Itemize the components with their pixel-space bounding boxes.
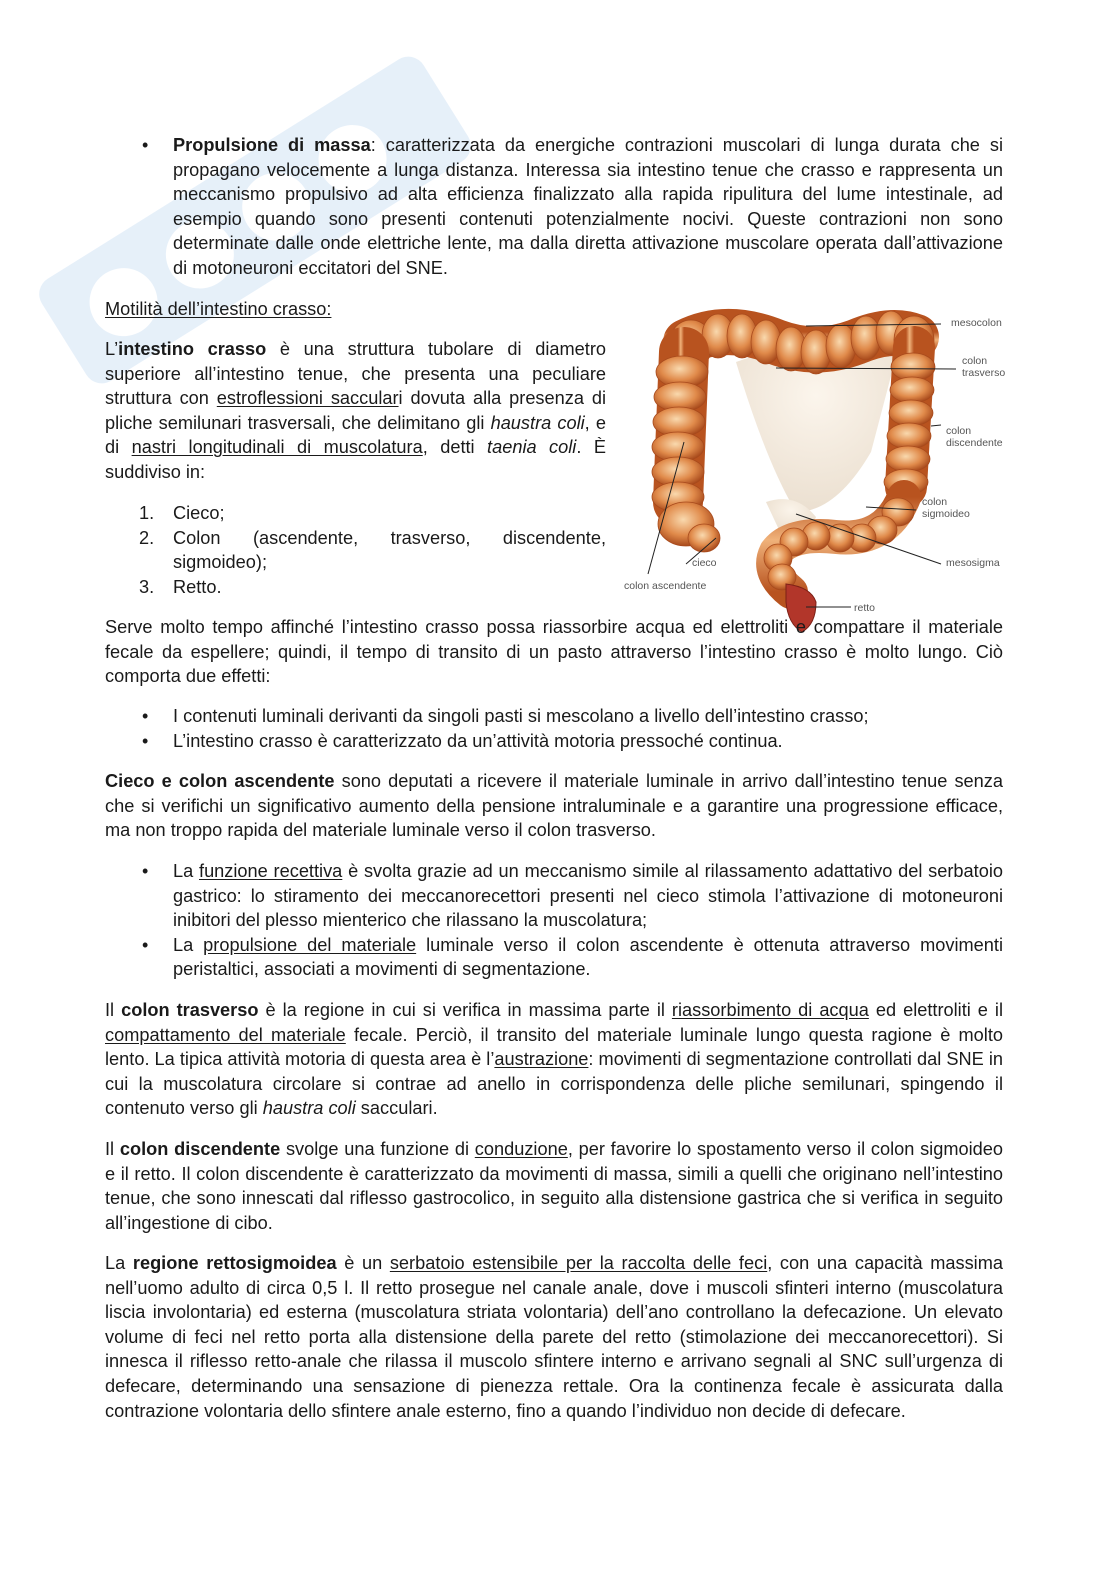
transit-paragraph (105, 615, 1003, 689)
propulsione-term: Propulsione di massa (173, 135, 371, 155)
list-item: • La funzione recettiva è svolta grazie ad un meccanismo simile al rilassamento adattativo del serbatoio gastrico: lo stiramento dei meccanorecettori presenti nel cieco stimola l’attivazione di motoneuroni inibitori del plesso mienterico che rilassano la muscolatura; (105, 859, 1003, 933)
propulsione-block (105, 133, 1003, 281)
transit-text: Serve molto tempo affinché l’intestino crasso possa riassorbire acqua ed elettroliti e compattare il materiale fecale da espellere; quindi, il tempo di transito di un pasto attraverso l’intestino crasso è molto lungo. Ciò comporta due effetti: (105, 617, 1003, 687)
large-intestine-figure (616, 302, 1016, 634)
list-item: 3. Retto. (139, 576, 222, 597)
taenia-coli-term: taenia coli (487, 437, 577, 458)
conduzione-term: conduzione (474, 1139, 568, 1159)
riassorbimento-term: riassorbimento di acqua (671, 1000, 869, 1020)
discendente-paragraph: Il colon discendente svolge una funzione di conduzione, per favorire lo spostamento verso il colon sigmoideo e il retto. Il colon discendente è caratterizzato da movimenti di massa, simili a quelli che originano nell’intestino tenue, che sono innescati dal riflesso gastrocolico, in seguito alla distensione gastrica che si verifica in seguito all’ingestione di cibo. (105, 1139, 1003, 1233)
list-item: 2. Colon (ascendente, trasverso, discendente, sigmoideo); (139, 527, 606, 573)
propulsione-materiale-term: propulsione del materiale (203, 934, 417, 955)
compattamento-term: compattamento del materiale (105, 1024, 346, 1045)
cieco-points-list (105, 859, 1003, 982)
label-colon-ascendente: colon ascendente (624, 580, 707, 592)
list-item: 1. Cieco; (139, 503, 225, 523)
estroflessioni-term: estroflessioni saccular (216, 388, 399, 409)
label-retto: retto (854, 602, 876, 614)
label-colon-sigmoideo-1: colon (922, 496, 948, 508)
cieco (658, 502, 720, 552)
parts-list (105, 501, 606, 599)
haustra-coli-term: haustra coli (262, 1098, 356, 1119)
regione-rettosigmoidea-term: regione rettosigmoidea (132, 1253, 337, 1273)
intro-paragraph: L’intestino crasso è una struttura tubolare di diametro superiore all’intestino tenue, che presenta una peculiare struttura con estroflessioni sacculari dovuta alla presenza di pliche semilunari trasversali, che delimitano gli haustra coli, e di nastri longitudinali di muscolatura, detti taenia coli. È suddiviso in: (105, 339, 606, 482)
serbatoio-term: serbatoio estensibile per la raccolta delle feci (389, 1253, 768, 1273)
section-heading-text: Motilità dell’intestino crasso: (105, 299, 332, 319)
list-item: • I contenuti luminali derivanti da singoli pasti si mescolano a livello dell’intestino crasso; (105, 704, 1003, 729)
cieco-term: Cieco e colon ascendente (105, 771, 335, 791)
label-mesosigma: mesosigma (946, 557, 1000, 569)
propulsione-text: : caratterizzata da energiche contrazioni muscolari di lunga durata che si propagano velocemente a lunga distanza. Interessa sia intestino tenue che crasso e rappresenta un meccanismo propulsivo ad alta efficienza finalizzato alla rapida ripulitura del lume intestinale, ad esempio quando sono presenti contenuti potenzialmente nocivi. Queste contrazioni non sono determinate dalle onde elettriche lente, ma dalla diretta attivazione muscolare operata dall’attivazione di motoneuroni eccitatori del SNE. (173, 135, 1003, 278)
colon-trasverso-term: colon trasverso (121, 1000, 259, 1020)
retto-paragraph: La regione rettosigmoidea è un serbatoio estensibile per la raccolta delle feci, con una capacità massima nell’uomo adulto di circa 0,5 l. Il retto prosegue nel canale anale, dove i muscoli sfinteri interno (muscolatura liscia involontaria) ed esterna (muscolatura striata volontaria) dell’ano controllano la defecazione. Un elevato volume di feci nel retto porta alla distensione della parete del retto (stimolazione dei meccanorecettori). Si innesca il riflesso retto-anale che rilassa il muscolo sfintere interno e arrivano segnali al SNC sull’urgenza di defecare, determinando una sensazione di pienezza rettale. Ora la continenza fecale è assicurata dalla contrazione volontaria dello sfintere anale esterno, fino a quando l’individuo non decide di defecare. (105, 1253, 1003, 1421)
list-item: • La propulsione del materiale luminale verso il colon ascendente è ottenuta attraverso movimenti peristaltici, associati a movimenti di segmentazione. (105, 933, 1003, 982)
label-colon-trasverso-2: trasverso (962, 367, 1006, 379)
intestino-crasso-term: intestino crasso (118, 339, 267, 359)
colon-ascendente (652, 352, 708, 512)
label-colon-trasverso-1: colon (962, 355, 988, 367)
haustra-coli-term: haustra coli (490, 412, 585, 433)
label-mesocolon: mesocolon (951, 317, 1002, 329)
nastri-term: nastri longitudinali di muscolatura (131, 437, 423, 458)
colon-discendente-term: colon discendente (119, 1139, 281, 1159)
label-colon-discendente-2: discendente (946, 437, 1003, 449)
funzione-recettiva-term: funzione recettiva (199, 861, 343, 881)
cieco-paragraph: Cieco e colon ascendente sono deputati a ricevere il materiale luminale in arrivo dall’intestino tenue senza che si verifichi un significativo aumento della pensione intraluminale e a garantire una progressione efficace, ma non troppo rapida del materiale luminale verso il colon trasverso. (105, 771, 1003, 841)
propulsione-item (105, 133, 1003, 281)
austrazione-term: austrazione (494, 1049, 589, 1070)
trasverso-paragraph: Il colon trasverso è la regione in cui si verifica in massima parte il riassorbimento di acqua ed elettroliti e il compattamento del materiale fecale. Perciò, il transito del materiale luminale lungo questa ragione è molto lento. La tipica attività motoria di questa area è l’austrazione: movimenti di segmentazione controllati dal SNE in cui la muscolatura circolare si contrae ad anello in corrispondenza delle pliche semilunari, spingendo il contenuto verso gli haustra coli sacculari. (105, 1000, 1004, 1119)
label-cieco: cieco (692, 557, 717, 569)
label-colon-discendente-1: colon (946, 425, 972, 437)
list-item: • L’intestino crasso è caratterizzato da un’attività motoria pressoché continua. (105, 729, 1003, 754)
label-colon-sigmoideo-2: sigmoideo (922, 508, 970, 520)
section-heading (105, 297, 331, 322)
effects-list (105, 704, 1003, 753)
